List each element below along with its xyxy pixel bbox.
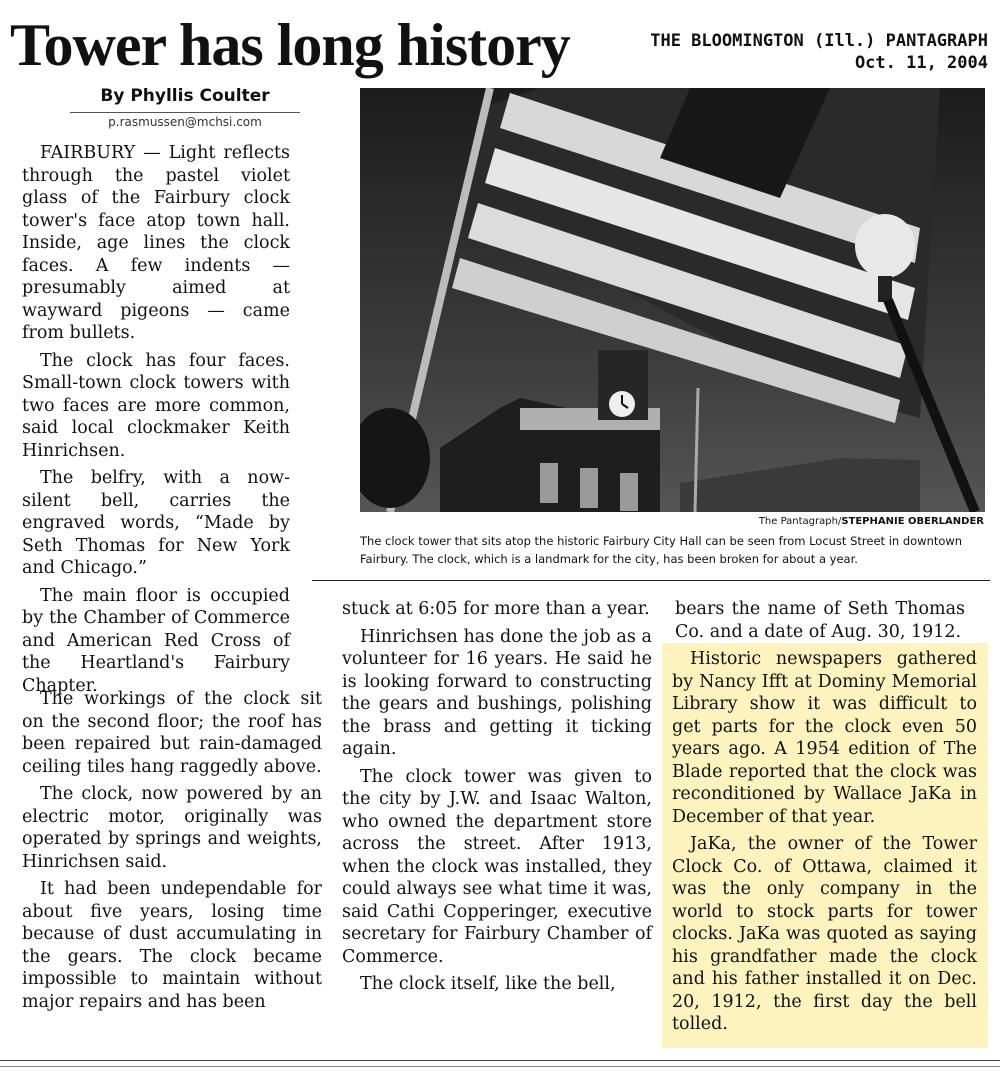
photographer-name: STEPHANIE OBERLANDER xyxy=(841,516,984,527)
photo-credit xyxy=(360,516,984,527)
clock-tower-photo xyxy=(360,88,985,512)
paragraph: JaKa, the owner of the Tower Clock Co. of Ottawa, claimed it was the only company in the world to stock parts for tower clocks. JaKa was quoted as saying his grandfather made the clock and his father installed it on Dec. 20, 1912, the first day the bell tolled. xyxy=(672,834,977,1034)
caption-divider xyxy=(312,580,990,581)
column-3-highlighted-text xyxy=(672,648,977,1041)
paragraph: stuck at 6:05 for more than a year. xyxy=(342,599,650,619)
photo-caption: The clock tower that sits atop the historic Fairbury City Hall can be seen from Locust Street in downtown Fairbury. The clock, which is a landmark for the city, has been broken for about a year. xyxy=(360,534,963,566)
paragraph: The clock itself, like the bell, xyxy=(360,974,616,994)
column-3-top xyxy=(675,598,965,648)
publication-date: Oct. 11, 2004 xyxy=(854,53,988,73)
headline: Tower has long history xyxy=(10,12,570,78)
paragraph: FAIRBURY — Light reflects through the pastel violet glass of the Fairbury clock tower's face atop town hall. Inside, age lines the clock faces. A few indents — presumably aimed at wayward pigeons — came from bullets. xyxy=(22,143,290,343)
column-1-bottom xyxy=(22,688,322,1018)
paragraph: The workings of the clock sit on the second floor; the roof has been repaired but rain-damaged ceiling tiles hang raggedly above. xyxy=(22,689,322,777)
paragraph: The clock has four faces. Small-town clock towers with two faces are more common, said local clockmaker Keith Hinrichsen. xyxy=(22,350,290,461)
paragraph: The clock, now powered by an electric motor, originally was operated by springs and weights, Hinrichsen said. xyxy=(22,784,322,872)
column-1-top xyxy=(22,142,290,702)
paragraph: Historic newspapers gathered by Nancy Ifft at Dominy Memorial Library show it was difficult to get parts for the clock even 50 years ago. A 1954 edition of The Blade reported that the clock was reconditioned by Wallace JaKa in December of that year. xyxy=(672,649,977,827)
bottom-rule xyxy=(0,1060,1000,1061)
paragraph: The clock tower was given to the city by J.W. and Isaac Walton, who owned the department store across the street. After 1913, when the clock was installed, they could always see what time it was, said Cathi Copperinger, executive secretary for Fairbury Chamber of Commerce. xyxy=(342,766,652,967)
column-2 xyxy=(342,598,652,1001)
byline-divider xyxy=(70,112,300,113)
newspaper-name: THE BLOOMINGTON (Ill.) PANTAGRAPH xyxy=(650,31,988,51)
author-email: p.rasmussen@mchsi.com xyxy=(108,115,262,129)
paragraph: The belfry, with a now-silent bell, carries the engraved words, “Made by Seth Thomas for New York and Chicago.” xyxy=(22,468,290,578)
paragraph: The main floor is occupied by the Chamber of Commerce and American Red Cross of the Heartland's Fairbury Chapter. xyxy=(22,585,290,696)
source-block xyxy=(650,30,988,74)
paragraph: Hinrichsen has done the job as a volunteer for 16 years. He said he is looking forward to constructing the gears and bushings, polishing the brass and getting it ticking again. xyxy=(342,626,652,759)
paragraph: It had been undependable for about five years, losing time because of dust accumulating in the gears. The clock became impossible to maintain without major repairs and has been xyxy=(22,879,322,1012)
bottom-rule xyxy=(0,1066,1000,1067)
photo-illustration xyxy=(360,88,985,512)
credit-prefix: The Pantagraph/ xyxy=(758,516,842,527)
paragraph: bears the name of Seth Thomas Co. and a date of Aug. 30, 1912. xyxy=(675,599,965,642)
byline: By Phyllis Coulter xyxy=(100,86,270,106)
